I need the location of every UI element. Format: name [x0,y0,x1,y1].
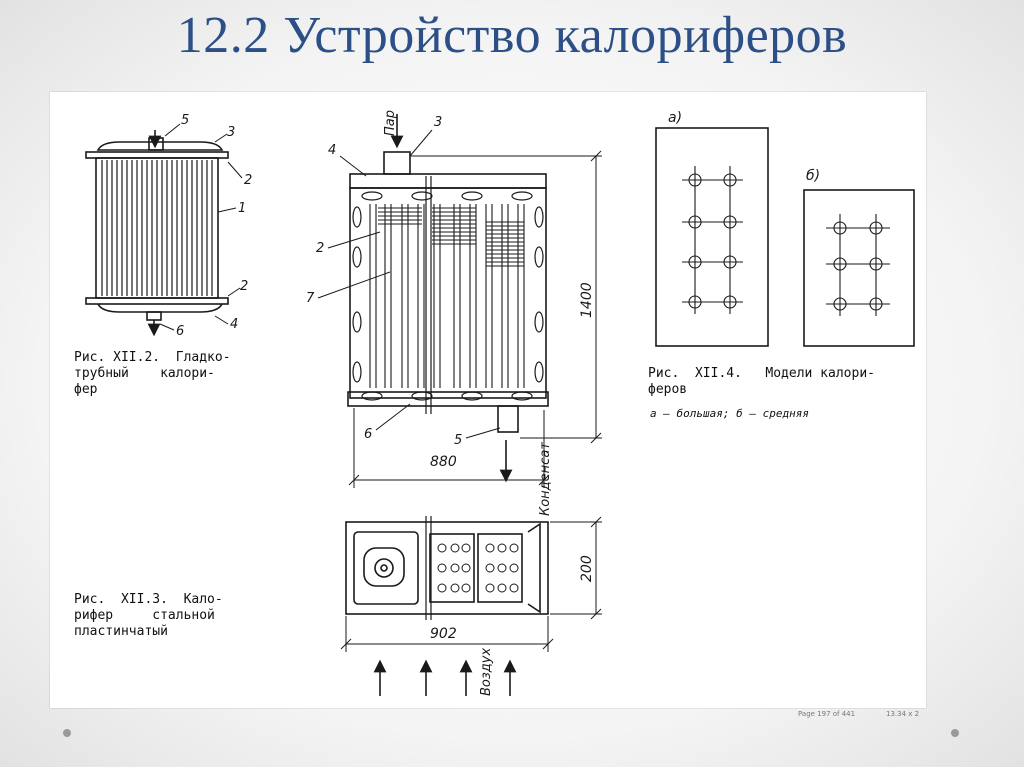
plate-heater-front-drawing [318,114,602,488]
callout-2: 2 [244,173,253,188]
plate-heater-top-drawing [341,516,602,696]
dimension-200: 200 [579,555,595,582]
callout-2b: 2 [240,279,249,294]
callout-2-plate: 2 [316,241,325,256]
callout-3: 3 [227,125,236,140]
size-info: 13.34 x 2 [886,710,920,718]
caption-fig-xii4-sub: а — большая; б — средняя [650,407,809,420]
smooth-tube-heater-drawing [86,124,242,330]
callout-1: 1 [238,201,247,216]
figure-scan-panel [50,92,926,718]
page-info: Page 197 of 441 [798,710,856,718]
dimension-880: 880 [430,454,457,470]
condensate-label: Конденсат [538,442,553,516]
model-label-a: а) [668,110,683,126]
callout-6: 6 [176,324,185,339]
callout-6-plate: 6 [364,427,373,442]
caption-fig-xii3: Рис. XII.3. Кало- рифер стальной пластинчатый [74,592,223,639]
heater-models-drawing [656,128,914,346]
callout-4-plate: 4 [328,143,337,158]
callout-5-plate: 5 [454,433,463,448]
callout-5: 5 [181,113,190,128]
air-label: Воздух [479,647,494,696]
model-label-b: б) [806,168,821,184]
steam-label: Пар [383,110,398,136]
caption-fig-xii4: Рис. XII.4. Модели калори- феров [648,366,875,397]
caption-fig-xii2: Рис. XII.2. Гладко- трубный калори- фер [74,350,231,397]
callout-7-plate: 7 [306,291,315,306]
next-slide-dot[interactable] [951,729,959,737]
prev-slide-dot[interactable] [63,729,71,737]
slide-title: 12.2 Устройство калориферов [176,7,848,64]
dimension-902: 902 [430,626,457,642]
callout-4: 4 [230,317,239,332]
dimension-1400: 1400 [579,282,595,318]
callout-3-plate: 3 [434,115,443,130]
